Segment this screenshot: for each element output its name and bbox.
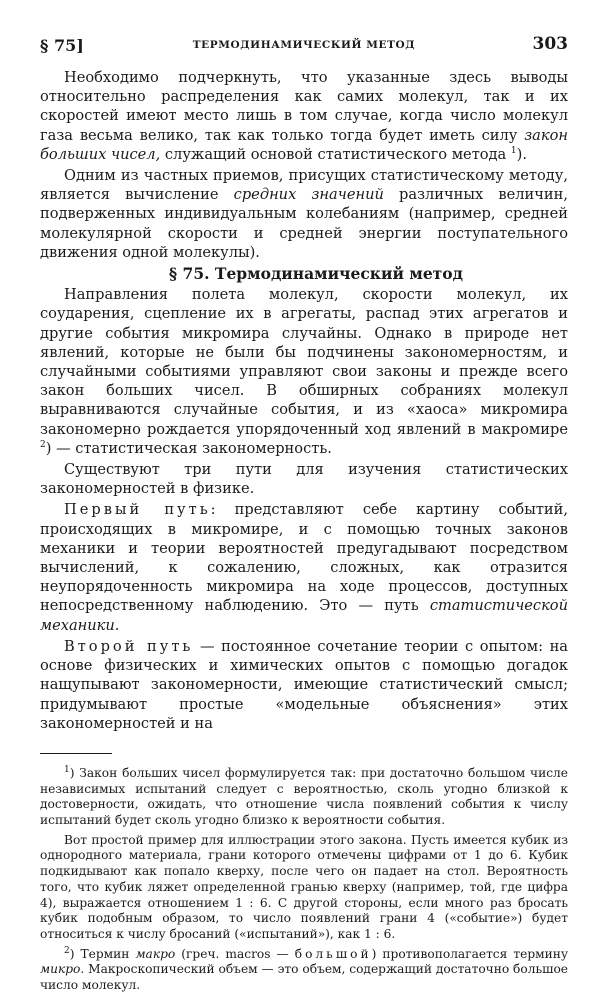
footnote-mark-2: 2 bbox=[64, 945, 70, 956]
footnote-divider bbox=[40, 753, 112, 754]
spaced-term: Первый путь bbox=[64, 501, 211, 519]
footnote-ref-1: 1 bbox=[510, 145, 517, 156]
footnote-2: $^2$) Термин макро (греч. macros — большой) противополагается термину микро. Макроскопический объем — это объем, содержащий достаточно большое число молекул. bbox=[40, 945, 569, 993]
paragraph-5: Первый путь: представляют себе картину событий, происходящих в микромире, и с помощью точных законов механики и теории вероятностей предугадывают посредством вычислений, к сожалению, сложных, как отразится неупорядоченность микромира на ходе процессов, доступных непосредственному наблюдению. Это — путь статистической механики. bbox=[40, 501, 568, 634]
footnote-mark-1: 1 bbox=[64, 764, 70, 775]
paragraph-1: Необходимо подчеркнуть, что указанные здесь выводы относительно распределения как самих молекул, так и их скоростей имеют место лишь в том случае, когда число молекул газа весьма велико, так как только тогда будет иметь силу закон больших чисел, служащий основой статистического метода $^1$). bbox=[40, 69, 568, 163]
page-number: 303 bbox=[532, 34, 568, 54]
footnote-1-continued: Вот простой пример для иллюстрации этого закона. Пусть имеется кубик из однородного материала, грани которого отмечены цифрами от 1 до 6. Кубик подкидывают как попало кверху, после чего он падает на стол. Вероятность того, что кубик ляжет определенной гранью кверху (например, той, где цифра 4), выражается отношением 1 : 6. С другой стороны, если много раз бросать кубик подобным образом, то число появлений грани 4 («событие») будет относиться к числу бросаний («испытаний»), как 1 : 6. bbox=[40, 832, 568, 941]
section-heading: § 75. Термодинамический метод bbox=[169, 264, 463, 284]
italic-term: микро. bbox=[40, 962, 85, 977]
spaced-term: большой bbox=[294, 946, 372, 961]
running-title: ТЕРМОДИНАМИЧЕСКИЙ МЕТОД bbox=[192, 39, 416, 51]
italic-term: статистической механики. bbox=[40, 597, 568, 634]
section-mark: § 75] bbox=[40, 36, 84, 55]
paragraph-4: Существуют три пути для изучения статистических закономерностей в физике. bbox=[40, 461, 568, 498]
spaced-term: Второй путь bbox=[64, 637, 194, 655]
main-text bbox=[40, 68, 568, 733]
book-page bbox=[40, 34, 568, 994]
footnote-1: $^1$) Закон больших чисел формулируется так: при достаточно большом числе независимых испытаний следует с вероятностью, сколь угодно близкой к достоверности, ожидать, что отношение числа появлений события к числу испытаний будет сколь угодно близко к вероятности события. bbox=[40, 764, 568, 828]
paragraph-6: Второй путь — постоянное сочетание теории с опытом: на основе физических и химических опытов с помощью догадок нащупывают закономерности, имеющие статистический смысл; придумывают простые «модельные объяснения» этих закономерностей и на bbox=[40, 637, 568, 732]
italic-term: макро bbox=[135, 946, 176, 961]
paragraph-2: Одним из частных приемов, присущих статистическому методу, является вычисление средних значений различных величин, подверженных индивидуальным колебаниям (например, средней молекулярной скорости и средней энергии поступательного движения одной молекулы). bbox=[40, 167, 568, 261]
italic-term: закон больших чисел, bbox=[40, 126, 568, 163]
paragraph-3: Направления полета молекул, скорости молекул, их соударения, сцепление их в агрегаты, распад этих агрегатов и другие события микромира случайны. Однако в природе нет явлений, которые не были бы подчинены закономерностям, и случайными событиями управляют свои законы и прежде всего закон больших чисел. В обширных собраниях молекул выравниваются случайные события, и из «хаоса» микромира закономерно рождается упорядоченный ход явлений в макромире $^2$) — статистическая закономерность. bbox=[40, 286, 568, 457]
footnote-ref-2: 2 bbox=[40, 440, 46, 450]
footnotes bbox=[40, 766, 568, 994]
italic-term: средних значений bbox=[233, 186, 384, 204]
running-head bbox=[40, 34, 568, 58]
